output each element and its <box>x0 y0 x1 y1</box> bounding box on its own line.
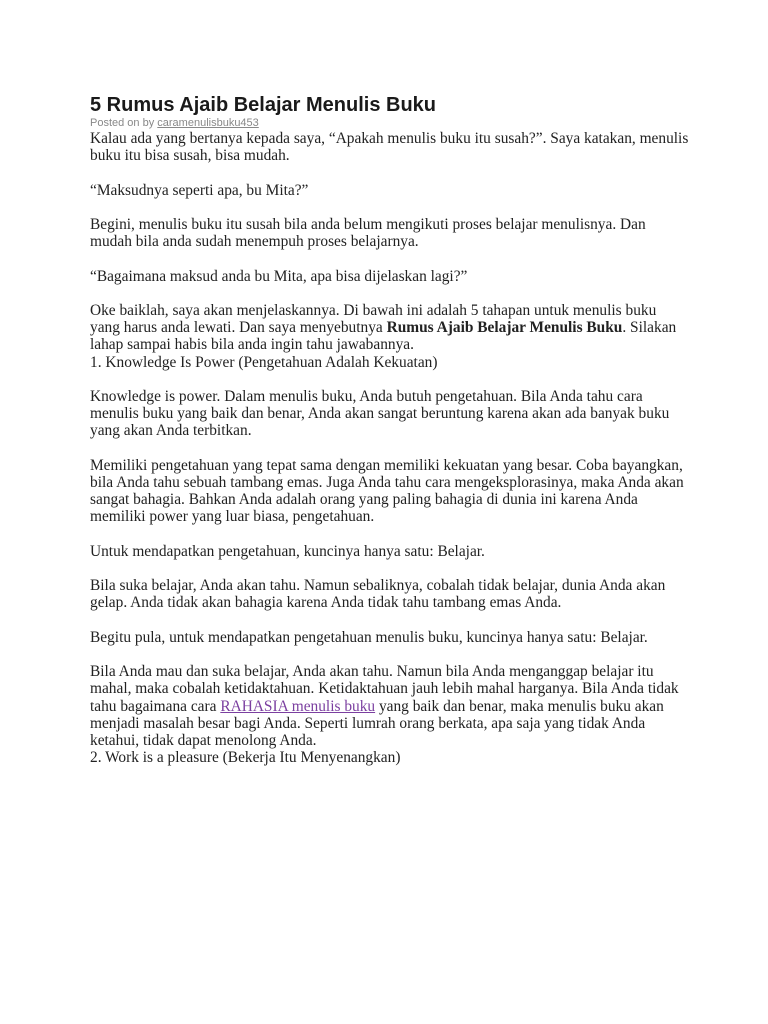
posted-on-label: Posted on by <box>90 117 155 129</box>
paragraph-9: Bila suka belajar, Anda akan tahu. Namun sebaliknya, cobalah tidak belajar, dunia Anda akan gelap. Anda tidak akan bahagia karena Anda tidak tahu tambang emas Anda. <box>90 577 666 612</box>
paragraph-1: Kalau ada yang bertanya kepada saya, “Apakah menulis buku itu susah?”. Saya katakan, menulis buku itu bisa susah, bisa mudah. <box>90 130 689 165</box>
paragraph-5 <box>90 302 690 354</box>
paragraph-5-text: Oke baiklah, saya akan menjelaskannya. Di bawah ini adalah 5 tahapan untuk menulis buku yang harus anda lewati. Dan saya menyebutnya <box>90 301 657 337</box>
paragraph-5-text-end: . Silakan lahap sampai habis bila anda ingin tahu jawabannya. <box>90 319 677 354</box>
paragraph-5-bold: Rumus Ajaib Belajar Menulis Buku <box>386 319 623 337</box>
paragraph-6: Knowledge is power. Dalam menulis buku, Anda butuh pengetahuan. Bila Anda tahu cara menulis buku yang baik dan benar, Anda akan sangat beruntung karena akan ada banyak buku yang akan Anda terbitkan. <box>90 387 670 440</box>
paragraph-11-text: Bila Anda mau dan suka belajar, Anda akan tahu. Namun bila Anda menganggap belajar itu mahal, maka cobalah ketidaktahuan. Ketidaktahuan jauh lebih mahal harganya. Bila Anda tidak tahu bagaimana cara <box>90 663 679 715</box>
paragraph-8: Untuk mendapatkan pengetahuan, kuncinya hanya satu: Belajar. <box>90 542 485 560</box>
article-title: 5 Rumus Ajaib Belajar Menulis Buku <box>90 94 437 116</box>
post-meta <box>90 117 690 130</box>
paragraph-7: Memiliki pengetahuan yang tepat sama dengan memiliki kekuatan yang besar. Coba bayangkan, bila Anda tahu sebuah tambang emas. Juga Anda tahu cara mengeksplorasinya, maka Anda akan sangat bahagia. Bahkan Anda adalah orang yang paling bahagia di dunia ini karena Anda memiliki power yang luar biasa, pengetahuan. <box>90 456 684 526</box>
paragraph-2: “Maksudnya seperti apa, bu Mita?” <box>90 181 309 199</box>
author-link[interactable]: caramenulisbuku453 <box>157 117 259 129</box>
paragraph-11-text-end: yang baik dan benar, maka menulis buku akan menjadi masalah besar bagi Anda. Seperti lumrah orang berkata, apa saja yang tidak Anda ketahui, tidak dapat menolong Anda. <box>90 697 664 749</box>
paragraph-11 <box>90 663 690 749</box>
paragraph-4: “Bagaimana maksud anda bu Mita, apa bisa dijelaskan lagi?” <box>90 267 468 285</box>
paragraph-3: Begini, menulis buku itu susah bila anda belum mengikuti proses belajar menulisnya. Dan mudah bila anda sudah menempuh proses belajarnya. <box>90 215 646 251</box>
article <box>90 93 690 784</box>
section-heading-1: 1. Knowledge Is Power (Pengetahuan Adalah Kekuatan) <box>90 353 438 371</box>
article-body <box>90 130 690 766</box>
rahasia-menulis-buku-link[interactable]: RAHASIA menulis buku <box>220 697 376 715</box>
section-heading-2: 2. Work is a pleasure (Bekerja Itu Menyenangkan) <box>90 749 401 767</box>
paragraph-10: Begitu pula, untuk mendapatkan pengetahuan menulis buku, kuncinya hanya satu: Belajar. <box>90 628 648 646</box>
